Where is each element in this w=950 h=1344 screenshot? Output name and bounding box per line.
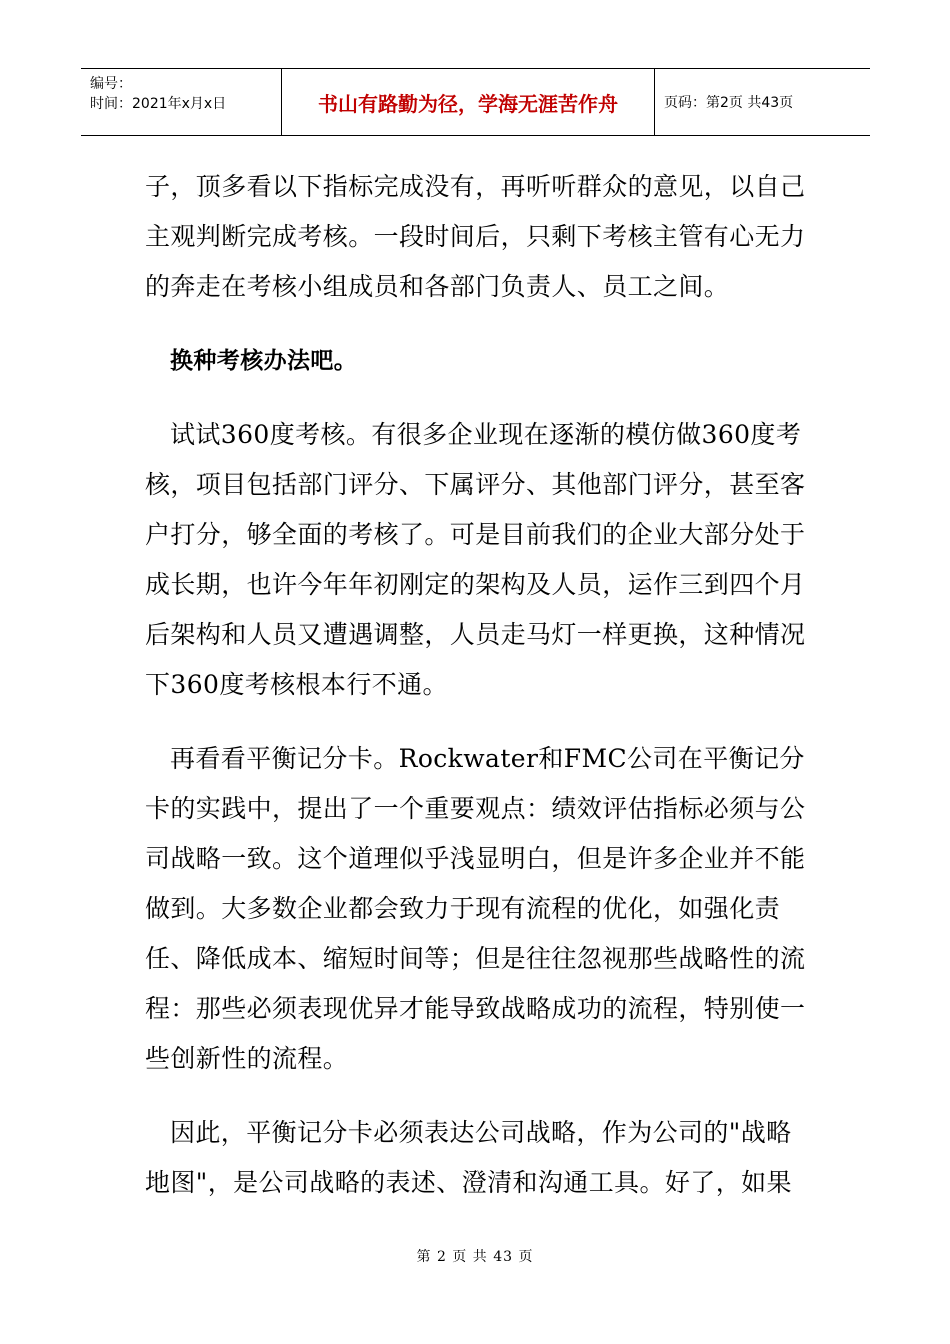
body-paragraph: 因此，平衡记分卡必须表达公司战略，作为公司的"战略地图"，是公司战略的表述、澄清和沟通工具。好了，如果 <box>145 1118 792 1197</box>
document-body <box>145 162 815 1232</box>
header-page-info: 页码：第2页 共43页 <box>664 95 794 111</box>
section-heading: 换种考核办法吧。 <box>170 348 358 374</box>
page-footer: 第 2 页 共 43 页 <box>416 1249 534 1265</box>
time-label: 时间：2021年x月x日 <box>90 96 227 112</box>
body-paragraph: 试试360度考核。有很多企业现在逐渐的模仿做360度考核，项目包括部门评分、下属评分、其他部门评分，甚至客户打分，够全面的考核了。可是目前我们的企业大部分处于成长期，也许今年年初刚定的架构及人员，运作三到四个月后架构和人员又遭遇调整，人员走马灯一样更换，这种情况下360度考核根本行不通。 <box>145 420 806 699</box>
body-paragraph: 子，顶多看以下指标完成没有，再听听群众的意见，以自己主观判断完成考核。一段时间后，只剩下考核主管有心无力的奔走在考核小组成员和各部门负责人、员工之间。 <box>145 172 806 301</box>
page-header <box>81 68 870 136</box>
header-motto: 书山有路勤为径，学海无涯苦作舟 <box>282 69 655 135</box>
serial-label: 编号： <box>90 76 132 92</box>
header-meta <box>81 69 282 135</box>
body-paragraph: 再看看平衡记分卡。Rockwater和FMC公司在平衡记分卡的实践中，提出了一个重要观点：绩效评估指标必须与公司战略一致。这个道理似乎浅显明白，但是许多企业并不能做到。大多数企业都会致力于现有流程的优化，如强化责任、降低成本、缩短时间等；但是往往忽视那些战略性的流程：那些必须表现优异才能导致战略成功的流程，特别使一些创新性的流程。 <box>145 744 806 1073</box>
